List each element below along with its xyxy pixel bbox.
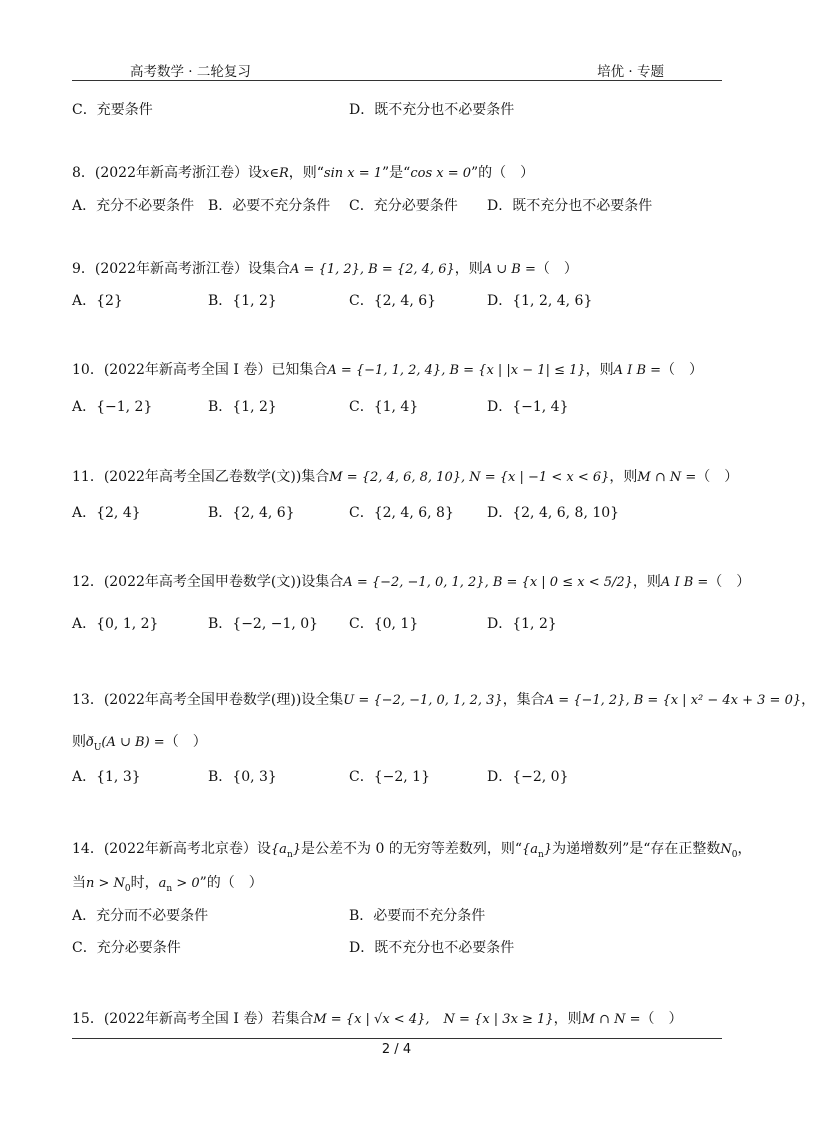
q13-expr: U = {−2, −1, 0, 1, 2, 3} [343, 693, 503, 708]
q12-option-b: B．{−2, −1, 0} [208, 616, 319, 632]
q14-stem [72, 840, 752, 864]
q11-suffix: （ ） [696, 469, 739, 485]
q13-suffix: ， [801, 692, 815, 708]
q12-expr: A = {−2, −1, 0, 1, 2}, B = {x | 0 ≤ x < 5/2} [343, 575, 633, 590]
q12-expr2: A I B = [660, 575, 709, 590]
q14-n0: N [720, 842, 732, 857]
q11-text: ，则 [609, 469, 638, 485]
q14-stem-line2 [72, 874, 263, 898]
q14-line2-prefix: 当 [72, 875, 86, 891]
q8-source: 8．(2022年新高考浙江卷）设 [72, 165, 262, 181]
q15-expr: M = {x | √x < 4}, [313, 1012, 430, 1027]
q14-option-b: B．必要而不充分条件 [349, 908, 486, 924]
q13-stem-line2 [72, 733, 207, 757]
q11-option-d: D．{2, 4, 6, 8, 10} [487, 505, 620, 521]
q15-source: 15．(2022年新高考全国 I 卷）若集合 [72, 1011, 314, 1027]
q8-text2: ”是“ [382, 165, 411, 181]
q8-suffix: ”的（ ） [471, 165, 535, 181]
page-number: 2 / 4 [381, 1042, 412, 1057]
q13-text: ，集合 [502, 692, 545, 708]
q15-expr2: N = {x | 3x ≥ 1} [443, 1012, 554, 1027]
q12-text: ，则 [632, 574, 661, 590]
q15-stem [72, 1010, 682, 1029]
q10-option-d: D．{−1, 4} [487, 399, 569, 415]
q14-line2-suffix: ”的（ ） [199, 875, 263, 891]
q14-option-a: A．充分而不必要条件 [72, 908, 209, 924]
q11-stem [72, 468, 738, 487]
q13-complement-symbol: ð [86, 735, 94, 750]
q14-option-d: D．既不充分也不必要条件 [349, 940, 515, 956]
q14-source: 14．(2022年新高考北京卷）设 [72, 841, 271, 857]
q12-stem [72, 573, 750, 592]
q8-option-c: C．充分必要条件 [349, 198, 458, 214]
q8-expr-sin: sin x = 1 [323, 166, 383, 181]
q11-option-b: B．{2, 4, 6} [208, 505, 295, 521]
q14-line2-sub2: n [166, 883, 173, 894]
q9-suffix: （ ） [535, 261, 578, 277]
q14-seq-close: } [292, 842, 302, 857]
q14-seq2-open: {a [521, 842, 539, 857]
q7-option-c: C．充要条件 [72, 102, 153, 118]
q12-option-c: C．{0, 1} [349, 616, 419, 632]
q10-text: ，则 [585, 362, 614, 378]
q9-text: ，则 [454, 261, 483, 277]
q9-option-c: C．{2, 4, 6} [349, 293, 437, 309]
q14-line2-sub: 0 [124, 883, 131, 894]
q14-seq-sub: n [286, 849, 293, 860]
q14-n0-sub: 0 [731, 849, 738, 860]
q13-source: 13．(2022年高考全国甲卷数学(理))设全集 [72, 692, 344, 708]
q13-option-c: C．{−2, 1} [349, 769, 430, 785]
page-header [72, 58, 722, 81]
q8-stem [72, 164, 534, 183]
q11-option-a: A．{2, 4} [72, 505, 141, 521]
q11-expr: M = {2, 4, 6, 8, 10}, N = {x | −1 < x < 6} [329, 470, 610, 485]
q14-line2-expr2: a [158, 876, 167, 891]
q15-expr3: M ∩ N = [581, 1012, 641, 1027]
q9-option-a: A．{2} [72, 293, 123, 309]
q14-seq-open: {a [270, 842, 287, 857]
q10-stem [72, 361, 703, 380]
q10-option-a: A．{−1, 2} [72, 399, 153, 415]
q13-line2-suffix: （ ） [164, 734, 207, 750]
q13-option-a: A．{1, 3} [72, 769, 141, 785]
q8-option-b: B．必要不充分条件 [208, 198, 331, 214]
q10-expr2: A I B = [613, 363, 662, 378]
q14-seq2-sub: n [538, 849, 544, 860]
q12-source: 12．(2022年高考全国甲卷数学(文))设集合 [72, 574, 344, 590]
q13-line2-prefix: 则 [72, 734, 86, 750]
q11-source: 11．(2022年高考全国乙卷数学(文))集合 [72, 469, 330, 485]
footer-rule [72, 1038, 722, 1039]
q11-expr2: M ∩ N = [637, 470, 697, 485]
q8-condition: x∈R [262, 166, 289, 181]
q9-source: 9．(2022年新高考浙江卷）设集合 [72, 261, 290, 277]
q8-option-d: D．既不充分也不必要条件 [487, 198, 653, 214]
q12-option-a: A．{0, 1, 2} [72, 616, 159, 632]
q14-line2-mid: 时， [130, 875, 159, 891]
header-left-title: 高考数学 · 二轮复习 [130, 64, 251, 80]
q9-option-b: B．{1, 2} [208, 293, 277, 309]
q12-suffix: （ ） [708, 574, 751, 590]
q9-expr: A = {1, 2}, B = {2, 4, 6} [290, 262, 455, 277]
q9-stem [72, 260, 578, 279]
q15-text: ，则 [553, 1011, 582, 1027]
q9-option-d: D．{1, 2, 4, 6} [487, 293, 593, 309]
header-right-title: 培优 · 专题 [597, 64, 664, 80]
q13-expr2: A = {−1, 2}, B = {x | x² − 4x + 3 = 0} [544, 693, 802, 708]
q10-expr: A = {−1, 1, 2, 4}, B = {x | |x − 1| ≤ 1} [327, 363, 586, 378]
q10-suffix: （ ） [661, 362, 704, 378]
q8-expr-cos: cos x = 0 [410, 166, 472, 181]
q14-line2-expr: n > N [86, 876, 125, 891]
q13-line2-expr: (A ∪ B) = [101, 735, 165, 750]
q14-text2: 为递增数列”是“存在正整数 [552, 841, 721, 857]
q13-complement-sub: U [93, 742, 102, 753]
q14-suffix: ， [737, 841, 752, 857]
q13-stem [72, 691, 815, 710]
q8-option-a: A．充分不必要条件 [72, 198, 195, 214]
q14-text: 是公差不为 0 的无穷等差数列，则“ [301, 841, 522, 857]
q11-option-c: C．{2, 4, 6, 8} [349, 505, 454, 521]
q13-option-b: B．{0, 3} [208, 769, 277, 785]
q14-seq2-close: } [543, 842, 553, 857]
q10-option-b: B．{1, 2} [208, 399, 277, 415]
q14-option-c: C．充分必要条件 [72, 940, 181, 956]
q12-option-d: D．{1, 2} [487, 616, 557, 632]
q9-expr2: A ∪ B = [482, 262, 536, 277]
q10-source: 10．(2022年新高考全国 I 卷）已知集合 [72, 362, 328, 378]
q10-option-c: C．{1, 4} [349, 399, 419, 415]
q15-suffix: （ ） [640, 1011, 683, 1027]
q13-option-d: D．{−2, 0} [487, 769, 569, 785]
q14-line2-expr3: > 0 [172, 876, 200, 891]
q8-text: ，则“ [288, 165, 324, 181]
q7-option-d: D．既不充分也不必要条件 [349, 102, 515, 118]
